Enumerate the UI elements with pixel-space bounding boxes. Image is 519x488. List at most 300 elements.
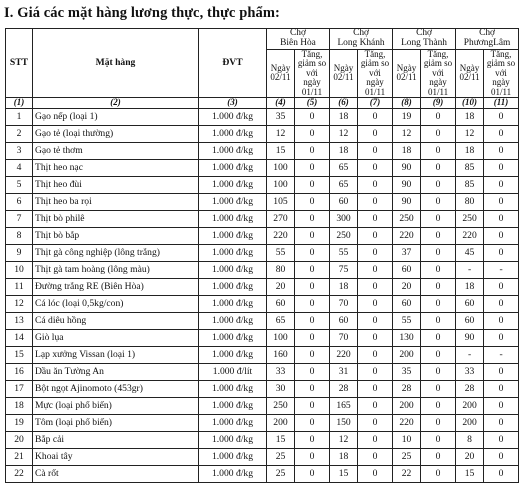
header-unit: ĐVT (199, 29, 267, 98)
cell-price: 60 (456, 312, 484, 329)
cell-price: 19 (393, 108, 421, 125)
cell-change: 0 (295, 329, 330, 346)
cell-change: 0 (421, 380, 456, 397)
cell-change: 0 (484, 125, 519, 142)
cell-price: 30 (267, 380, 295, 397)
table-row (6, 210, 519, 227)
cell-price: 18 (330, 448, 358, 465)
cell-price: 60 (393, 261, 421, 278)
table-row (6, 244, 519, 261)
cell-item: Mực (loại phổ biến) (33, 397, 199, 414)
cell-unit: 1.000 đ/kg (199, 465, 267, 482)
cell-price: 55 (267, 244, 295, 261)
cell-change: 0 (484, 108, 519, 125)
table-row (6, 108, 519, 125)
cell-change: 0 (358, 244, 393, 261)
cell-change: 0 (358, 108, 393, 125)
cell-change: 0 (358, 295, 393, 312)
header-change-phuong-lam: Tăng, giảm so với ngày 01/11 (484, 49, 519, 97)
cell-change: 0 (421, 414, 456, 431)
cell-price: 35 (393, 363, 421, 380)
table-row (6, 448, 519, 465)
cell-price: 220 (456, 227, 484, 244)
cell-stt: 1 (6, 108, 33, 125)
cell-price: 150 (330, 414, 358, 431)
cell-change: 0 (484, 244, 519, 261)
header-market-bien-hoa (267, 29, 330, 50)
header-market-long-thanh (393, 29, 456, 50)
cell-change: 0 (484, 278, 519, 295)
cell-price: 60 (330, 312, 358, 329)
cell-unit: 1.000 đ/kg (199, 346, 267, 363)
cell-change: 0 (358, 227, 393, 244)
cell-change: 0 (358, 312, 393, 329)
column-index: (6) (330, 97, 358, 108)
cell-price: 28 (393, 380, 421, 397)
cell-change: 0 (358, 448, 393, 465)
cell-unit: 1.000 đ/kg (199, 312, 267, 329)
cell-price: 65 (267, 312, 295, 329)
section-heading: I. Giá các mặt hàng lương thực, thực phẩm: (4, 5, 280, 21)
cell-change: 0 (295, 227, 330, 244)
cell-price: 15 (330, 465, 358, 482)
cell-item: Lạp xưởng Vissan (loại 1) (33, 346, 199, 363)
market-label: Chợ (353, 28, 369, 38)
cell-item: Đường trắng RE (Biên Hòa) (33, 278, 199, 295)
cell-change: 0 (421, 261, 456, 278)
cell-price: 12 (330, 431, 358, 448)
cell-price: 35 (267, 108, 295, 125)
header-change-long-thanh: Tăng, giảm so với ngày 01/11 (421, 49, 456, 97)
column-index: (10) (456, 97, 484, 108)
cell-price: 65 (330, 159, 358, 176)
cell-change: 0 (421, 193, 456, 210)
market-label: Chợ (416, 28, 432, 38)
cell-price: 100 (267, 329, 295, 346)
header-market-phuong-lam (456, 29, 519, 50)
cell-price: 28 (456, 380, 484, 397)
header-date-phuong-lam: Ngày 02/11 (456, 49, 484, 97)
cell-item: Cá lóc (loại 0,5kg/con) (33, 295, 199, 312)
cell-change: 0 (358, 193, 393, 210)
cell-price: 220 (393, 414, 421, 431)
cell-item: Thịt gà tam hoàng (lông màu) (33, 261, 199, 278)
cell-price: 250 (393, 210, 421, 227)
cell-change: 0 (295, 108, 330, 125)
cell-change: 0 (295, 363, 330, 380)
cell-item: Gạo tẻ (loại thường) (33, 125, 199, 142)
cell-item: Thịt heo nạc (33, 159, 199, 176)
cell-change: - (484, 346, 519, 363)
cell-price: 37 (393, 244, 421, 261)
cell-price: 160 (267, 346, 295, 363)
cell-price: 18 (330, 142, 358, 159)
cell-unit: 1.000 đ/kg (199, 193, 267, 210)
cell-item: Thịt bò bắp (33, 227, 199, 244)
cell-change: 0 (484, 431, 519, 448)
cell-change: 0 (484, 329, 519, 346)
market-label: Chợ (479, 28, 495, 38)
table-row (6, 397, 519, 414)
cell-price: 60 (330, 193, 358, 210)
cell-price: 18 (393, 142, 421, 159)
column-index: (4) (267, 97, 295, 108)
cell-change: 0 (358, 142, 393, 159)
cell-stt: 18 (6, 397, 33, 414)
cell-item: Thịt heo đùi (33, 176, 199, 193)
cell-change: 0 (358, 380, 393, 397)
cell-price: - (456, 346, 484, 363)
cell-change: 0 (421, 142, 456, 159)
cell-price: 8 (456, 431, 484, 448)
cell-item: Cá diêu hồng (33, 312, 199, 329)
cell-item: Tôm (loại phổ biến) (33, 414, 199, 431)
cell-change: 0 (484, 176, 519, 193)
cell-price: 25 (393, 448, 421, 465)
cell-change: 0 (295, 210, 330, 227)
table-row (6, 380, 519, 397)
cell-change: 0 (358, 346, 393, 363)
cell-price: 12 (456, 125, 484, 142)
cell-item: Cà rốt (33, 465, 199, 482)
cell-change: 0 (421, 431, 456, 448)
table-row (6, 278, 519, 295)
cell-price: 200 (267, 414, 295, 431)
table-row (6, 312, 519, 329)
cell-change: 0 (484, 312, 519, 329)
column-index: (8) (393, 97, 421, 108)
table-row (6, 142, 519, 159)
cell-price: 200 (393, 346, 421, 363)
cell-price: 60 (393, 295, 421, 312)
cell-change: 0 (421, 159, 456, 176)
cell-unit: 1.000 đ/kg (199, 397, 267, 414)
cell-price: 18 (456, 278, 484, 295)
cell-stt: 16 (6, 363, 33, 380)
cell-price: 12 (330, 125, 358, 142)
cell-price: 85 (456, 159, 484, 176)
market-label: Chợ (290, 28, 306, 38)
cell-change: 0 (484, 448, 519, 465)
cell-change: 0 (295, 414, 330, 431)
cell-change: 0 (421, 278, 456, 295)
cell-change: 0 (421, 244, 456, 261)
cell-change: 0 (484, 380, 519, 397)
market-name: Long Khánh (337, 37, 385, 48)
cell-price: 28 (330, 380, 358, 397)
column-index: (9) (421, 97, 456, 108)
cell-change: 0 (295, 312, 330, 329)
market-name: PhươngLâm (463, 37, 511, 48)
cell-change: 0 (295, 465, 330, 482)
cell-change: 0 (358, 278, 393, 295)
cell-price: 70 (330, 329, 358, 346)
cell-change: 0 (484, 363, 519, 380)
table-row (6, 346, 519, 363)
header-date-long-thanh: Ngày 02/11 (393, 49, 421, 97)
cell-price: 18 (330, 278, 358, 295)
cell-unit: 1.000 đ/kg (199, 176, 267, 193)
cell-price: 20 (267, 278, 295, 295)
cell-unit: 1.000 đ/kg (199, 261, 267, 278)
cell-stt: 14 (6, 329, 33, 346)
cell-price: 200 (393, 397, 421, 414)
cell-unit: 1.000 đ/kg (199, 414, 267, 431)
cell-price: 12 (393, 125, 421, 142)
cell-price: 90 (393, 193, 421, 210)
table-row (6, 125, 519, 142)
cell-change: 0 (358, 210, 393, 227)
cell-price: 33 (456, 363, 484, 380)
cell-stt: 9 (6, 244, 33, 261)
column-index: (7) (358, 97, 393, 108)
cell-change: 0 (295, 431, 330, 448)
table-row (6, 227, 519, 244)
cell-change: 0 (295, 142, 330, 159)
cell-change: - (484, 261, 519, 278)
cell-price: 55 (330, 244, 358, 261)
cell-stt: 15 (6, 346, 33, 363)
cell-stt: 3 (6, 142, 33, 159)
cell-change: 0 (295, 176, 330, 193)
cell-stt: 2 (6, 125, 33, 142)
cell-unit: 1.000 đ/kg (199, 125, 267, 142)
cell-change: 0 (358, 363, 393, 380)
cell-change: 0 (421, 363, 456, 380)
table-row (6, 261, 519, 278)
cell-price: 45 (456, 244, 484, 261)
table-row (6, 193, 519, 210)
cell-change: 0 (358, 329, 393, 346)
table-row (6, 465, 519, 482)
cell-stt: 11 (6, 278, 33, 295)
cell-change: 0 (421, 210, 456, 227)
cell-price: 20 (456, 448, 484, 465)
table-row (6, 295, 519, 312)
cell-price: 105 (267, 193, 295, 210)
cell-change: 0 (421, 295, 456, 312)
header-date-long-khanh: Ngày 02/11 (330, 49, 358, 97)
cell-item: Thịt bò philê (33, 210, 199, 227)
cell-price: 70 (330, 295, 358, 312)
cell-item: Giò lụa (33, 329, 199, 346)
cell-change: 0 (484, 193, 519, 210)
cell-item: Gạo tẻ thơm (33, 142, 199, 159)
cell-change: 0 (295, 278, 330, 295)
cell-unit: 1.000 đ/kg (199, 329, 267, 346)
cell-price: 250 (267, 397, 295, 414)
cell-change: 0 (358, 465, 393, 482)
cell-item: Bột ngọt Ajinomoto (453gr) (33, 380, 199, 397)
cell-price: 18 (456, 108, 484, 125)
cell-unit: 1.000 đ/kg (199, 448, 267, 465)
cell-price: 100 (267, 176, 295, 193)
cell-stt: 8 (6, 227, 33, 244)
cell-stt: 17 (6, 380, 33, 397)
cell-change: 0 (295, 346, 330, 363)
cell-stt: 21 (6, 448, 33, 465)
cell-price: 90 (393, 176, 421, 193)
table-row (6, 159, 519, 176)
cell-stt: 22 (6, 465, 33, 482)
cell-stt: 10 (6, 261, 33, 278)
cell-change: 0 (421, 125, 456, 142)
cell-change: 0 (484, 414, 519, 431)
market-name: Biên Hòa (280, 37, 316, 48)
column-index: (1) (6, 97, 33, 108)
cell-price: 85 (456, 176, 484, 193)
cell-change: 0 (484, 142, 519, 159)
cell-stt: 6 (6, 193, 33, 210)
cell-price: 33 (267, 363, 295, 380)
cell-price: 200 (456, 397, 484, 414)
table-row (6, 431, 519, 448)
cell-price: 60 (456, 295, 484, 312)
cell-change: 0 (358, 431, 393, 448)
cell-change: 0 (421, 312, 456, 329)
cell-price: 250 (456, 210, 484, 227)
cell-unit: 1.000 đ/kg (199, 210, 267, 227)
cell-price: 90 (456, 329, 484, 346)
cell-unit: 1.000 đ/kg (199, 278, 267, 295)
cell-stt: 19 (6, 414, 33, 431)
cell-unit: 1.000 đ/kg (199, 380, 267, 397)
cell-change: 0 (421, 108, 456, 125)
cell-price: 55 (393, 312, 421, 329)
cell-price: 22 (393, 465, 421, 482)
header-market-long-khanh (330, 29, 393, 50)
cell-change: 0 (484, 210, 519, 227)
header-date-bien-hoa: Ngày 02/11 (267, 49, 295, 97)
cell-change: 0 (358, 176, 393, 193)
market-name: Long Thành (401, 37, 447, 48)
cell-price: 25 (267, 448, 295, 465)
cell-change: 0 (295, 159, 330, 176)
cell-change: 0 (484, 465, 519, 482)
cell-unit: 1.000 đ/kg (199, 159, 267, 176)
price-table (5, 28, 519, 483)
cell-change: 0 (421, 329, 456, 346)
cell-price: 300 (330, 210, 358, 227)
header-stt: STT (6, 29, 33, 98)
cell-price: 220 (267, 227, 295, 244)
cell-price: 75 (330, 261, 358, 278)
cell-price: 100 (267, 159, 295, 176)
cell-change: 0 (358, 125, 393, 142)
cell-price: - (456, 261, 484, 278)
header-change-long-khanh: Tăng, giảm so với ngày 01/11 (358, 49, 393, 97)
cell-change: 0 (295, 193, 330, 210)
cell-item: Dầu ăn Tường An (33, 363, 199, 380)
cell-price: 250 (330, 227, 358, 244)
cell-price: 60 (267, 295, 295, 312)
cell-item: Thịt heo ba rọi (33, 193, 199, 210)
cell-change: 0 (421, 227, 456, 244)
cell-change: 0 (295, 125, 330, 142)
column-index: (2) (33, 97, 199, 108)
cell-change: 0 (421, 397, 456, 414)
cell-change: 0 (421, 346, 456, 363)
cell-price: 65 (330, 176, 358, 193)
cell-change: 0 (358, 397, 393, 414)
cell-change: 0 (295, 397, 330, 414)
cell-change: 0 (421, 465, 456, 482)
cell-unit: 1.000 đ/kg (199, 227, 267, 244)
cell-price: 80 (456, 193, 484, 210)
table-row (6, 414, 519, 431)
header-change-bien-hoa: Tăng, giảm so với ngày 01/11 (295, 49, 330, 97)
cell-unit: 1.000 đ/lít (199, 363, 267, 380)
cell-item: Bắp cải (33, 431, 199, 448)
cell-price: 220 (393, 227, 421, 244)
cell-price: 31 (330, 363, 358, 380)
cell-price: 25 (267, 465, 295, 482)
cell-change: 0 (484, 295, 519, 312)
cell-stt: 12 (6, 295, 33, 312)
cell-change: 0 (295, 261, 330, 278)
cell-price: 15 (267, 142, 295, 159)
cell-unit: 1.000 đ/kg (199, 295, 267, 312)
table-row (6, 176, 519, 193)
column-index: (5) (295, 97, 330, 108)
cell-price: 270 (267, 210, 295, 227)
cell-item: Gạo nếp (loại 1) (33, 108, 199, 125)
cell-stt: 5 (6, 176, 33, 193)
cell-change: 0 (421, 448, 456, 465)
cell-change: 0 (484, 227, 519, 244)
table-body (6, 108, 519, 482)
cell-price: 90 (393, 159, 421, 176)
cell-change: 0 (295, 380, 330, 397)
cell-change: 0 (295, 448, 330, 465)
cell-change: 0 (484, 159, 519, 176)
cell-change: 0 (358, 261, 393, 278)
column-index: (3) (199, 97, 267, 108)
cell-unit: 1.000 đ/kg (199, 108, 267, 125)
cell-change: 0 (358, 414, 393, 431)
cell-stt: 7 (6, 210, 33, 227)
cell-price: 18 (330, 108, 358, 125)
cell-price: 130 (393, 329, 421, 346)
table-row (6, 329, 519, 346)
cell-price: 15 (456, 465, 484, 482)
cell-price: 165 (330, 397, 358, 414)
cell-change: 0 (358, 159, 393, 176)
cell-stt: 4 (6, 159, 33, 176)
table-row (6, 363, 519, 380)
cell-price: 200 (456, 414, 484, 431)
cell-stt: 13 (6, 312, 33, 329)
cell-change: 0 (484, 397, 519, 414)
cell-item: Khoai tây (33, 448, 199, 465)
header-item: Mặt hàng (33, 29, 199, 98)
cell-unit: 1.000 đ/kg (199, 431, 267, 448)
cell-price: 80 (267, 261, 295, 278)
cell-unit: 1.000 đ/kg (199, 142, 267, 159)
cell-price: 12 (267, 125, 295, 142)
column-index: (11) (484, 97, 519, 108)
cell-price: 220 (330, 346, 358, 363)
cell-unit: 1.000 đ/kg (199, 244, 267, 261)
cell-price: 15 (267, 431, 295, 448)
cell-stt: 20 (6, 431, 33, 448)
cell-item: Thịt gà công nghiệp (lông trắng) (33, 244, 199, 261)
cell-change: 0 (295, 244, 330, 261)
cell-price: 10 (393, 431, 421, 448)
cell-change: 0 (421, 176, 456, 193)
cell-price: 20 (393, 278, 421, 295)
cell-change: 0 (295, 295, 330, 312)
